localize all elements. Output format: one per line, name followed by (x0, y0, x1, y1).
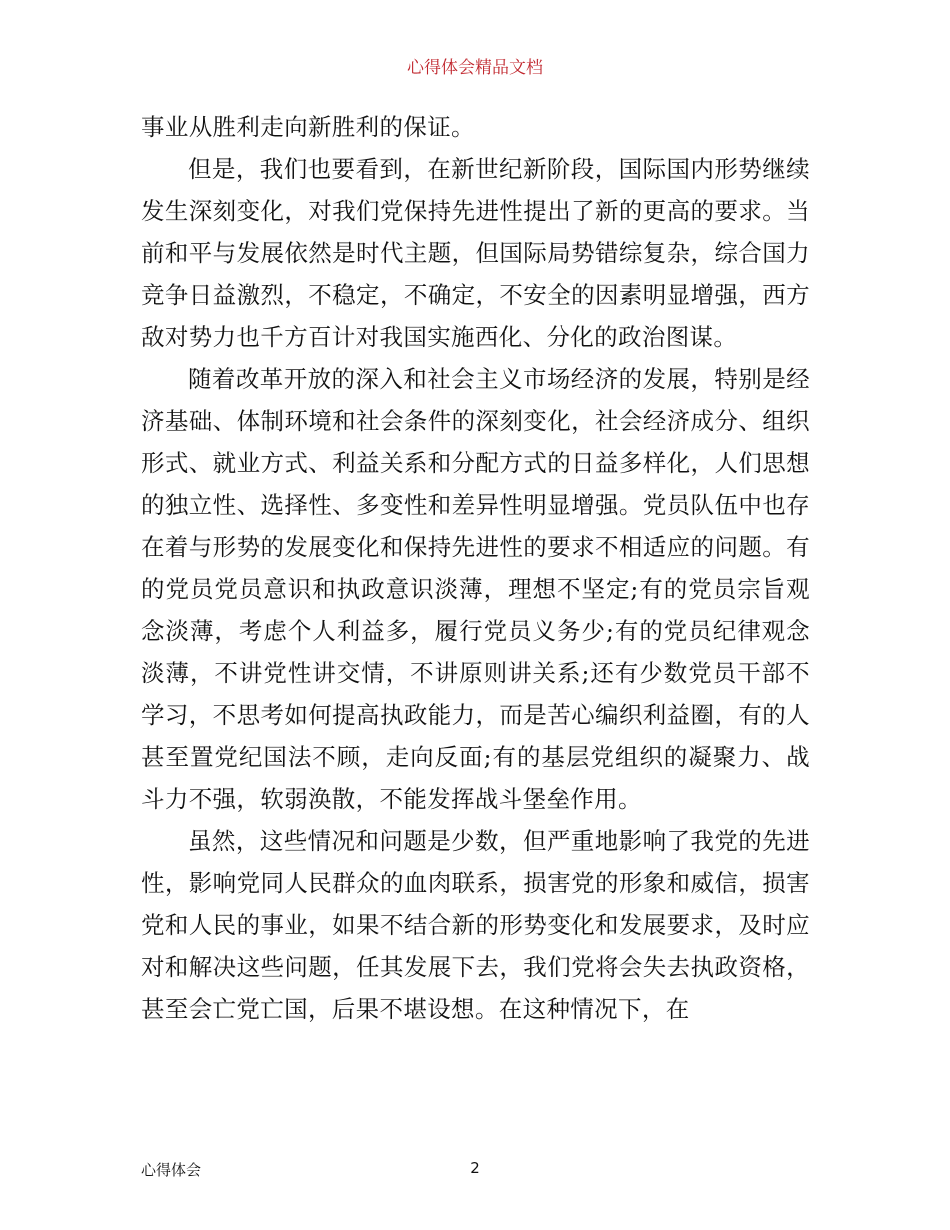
paragraph: 但是，我们也要看到，在新世纪新阶段，国际国内形势继续发生深刻变化，对我们党保持先进性提出了新的更高的要求。当前和平与发展依然是时代主题，但国际局势错综复杂，综合国力竞争日益激烈，不稳定，不确定，不安全的因素明显增强，西方敌对势力也千方百计对我国实施西化、分化的政治图谋。 (141, 155, 810, 351)
document-body (141, 106, 810, 1030)
paragraph-continuation: 事业从胜利走向新胜利的保证。 (141, 113, 475, 141)
paragraph: 随着改革开放的深入和社会主义市场经济的发展，特别是经济基础、体制环境和社会条件的深刻变化，社会经济成分、组织形式、就业方式、利益关系和分配方式的日益多样化，人们思想的独立性、选择性、多变性和差异性明显增强。党员队伍中也存在着与形势的发展变化和保持先进性的要求不相适应的问题。有的党员党员意识和执政意识淡薄，理想不坚定;有的党员宗旨观念淡薄，考虑个人利益多，履行党员义务少;有的党员纪律观念淡薄，不讲党性讲交情，不讲原则讲关系;还有少数党员干部不学习，不思考如何提高执政能力，而是苦心编织利益圈，有的人甚至置党纪国法不顾，走向反面;有的基层党组织的凝聚力、战斗力不强，软弱涣散，不能发挥战斗堡垒作用。 (141, 365, 810, 813)
page-number: 2 (470, 1159, 480, 1177)
paragraph: 虽然，这些情况和问题是少数，但严重地影响了我党的先进性，影响党同人民群众的血肉联系，损害党的形象和威信，损害党和人民的事业，如果不结合新的形势变化和发展要求，及时应对和解决这些问题，任其发展下去，我们党将会失去执政资格，甚至会亡党亡国，后果不堪设想。在这种情况下，在 (141, 827, 810, 1023)
footer-label: 心得体会 (141, 1161, 202, 1179)
page-header-title: 心得体会精品文档 (407, 58, 543, 78)
